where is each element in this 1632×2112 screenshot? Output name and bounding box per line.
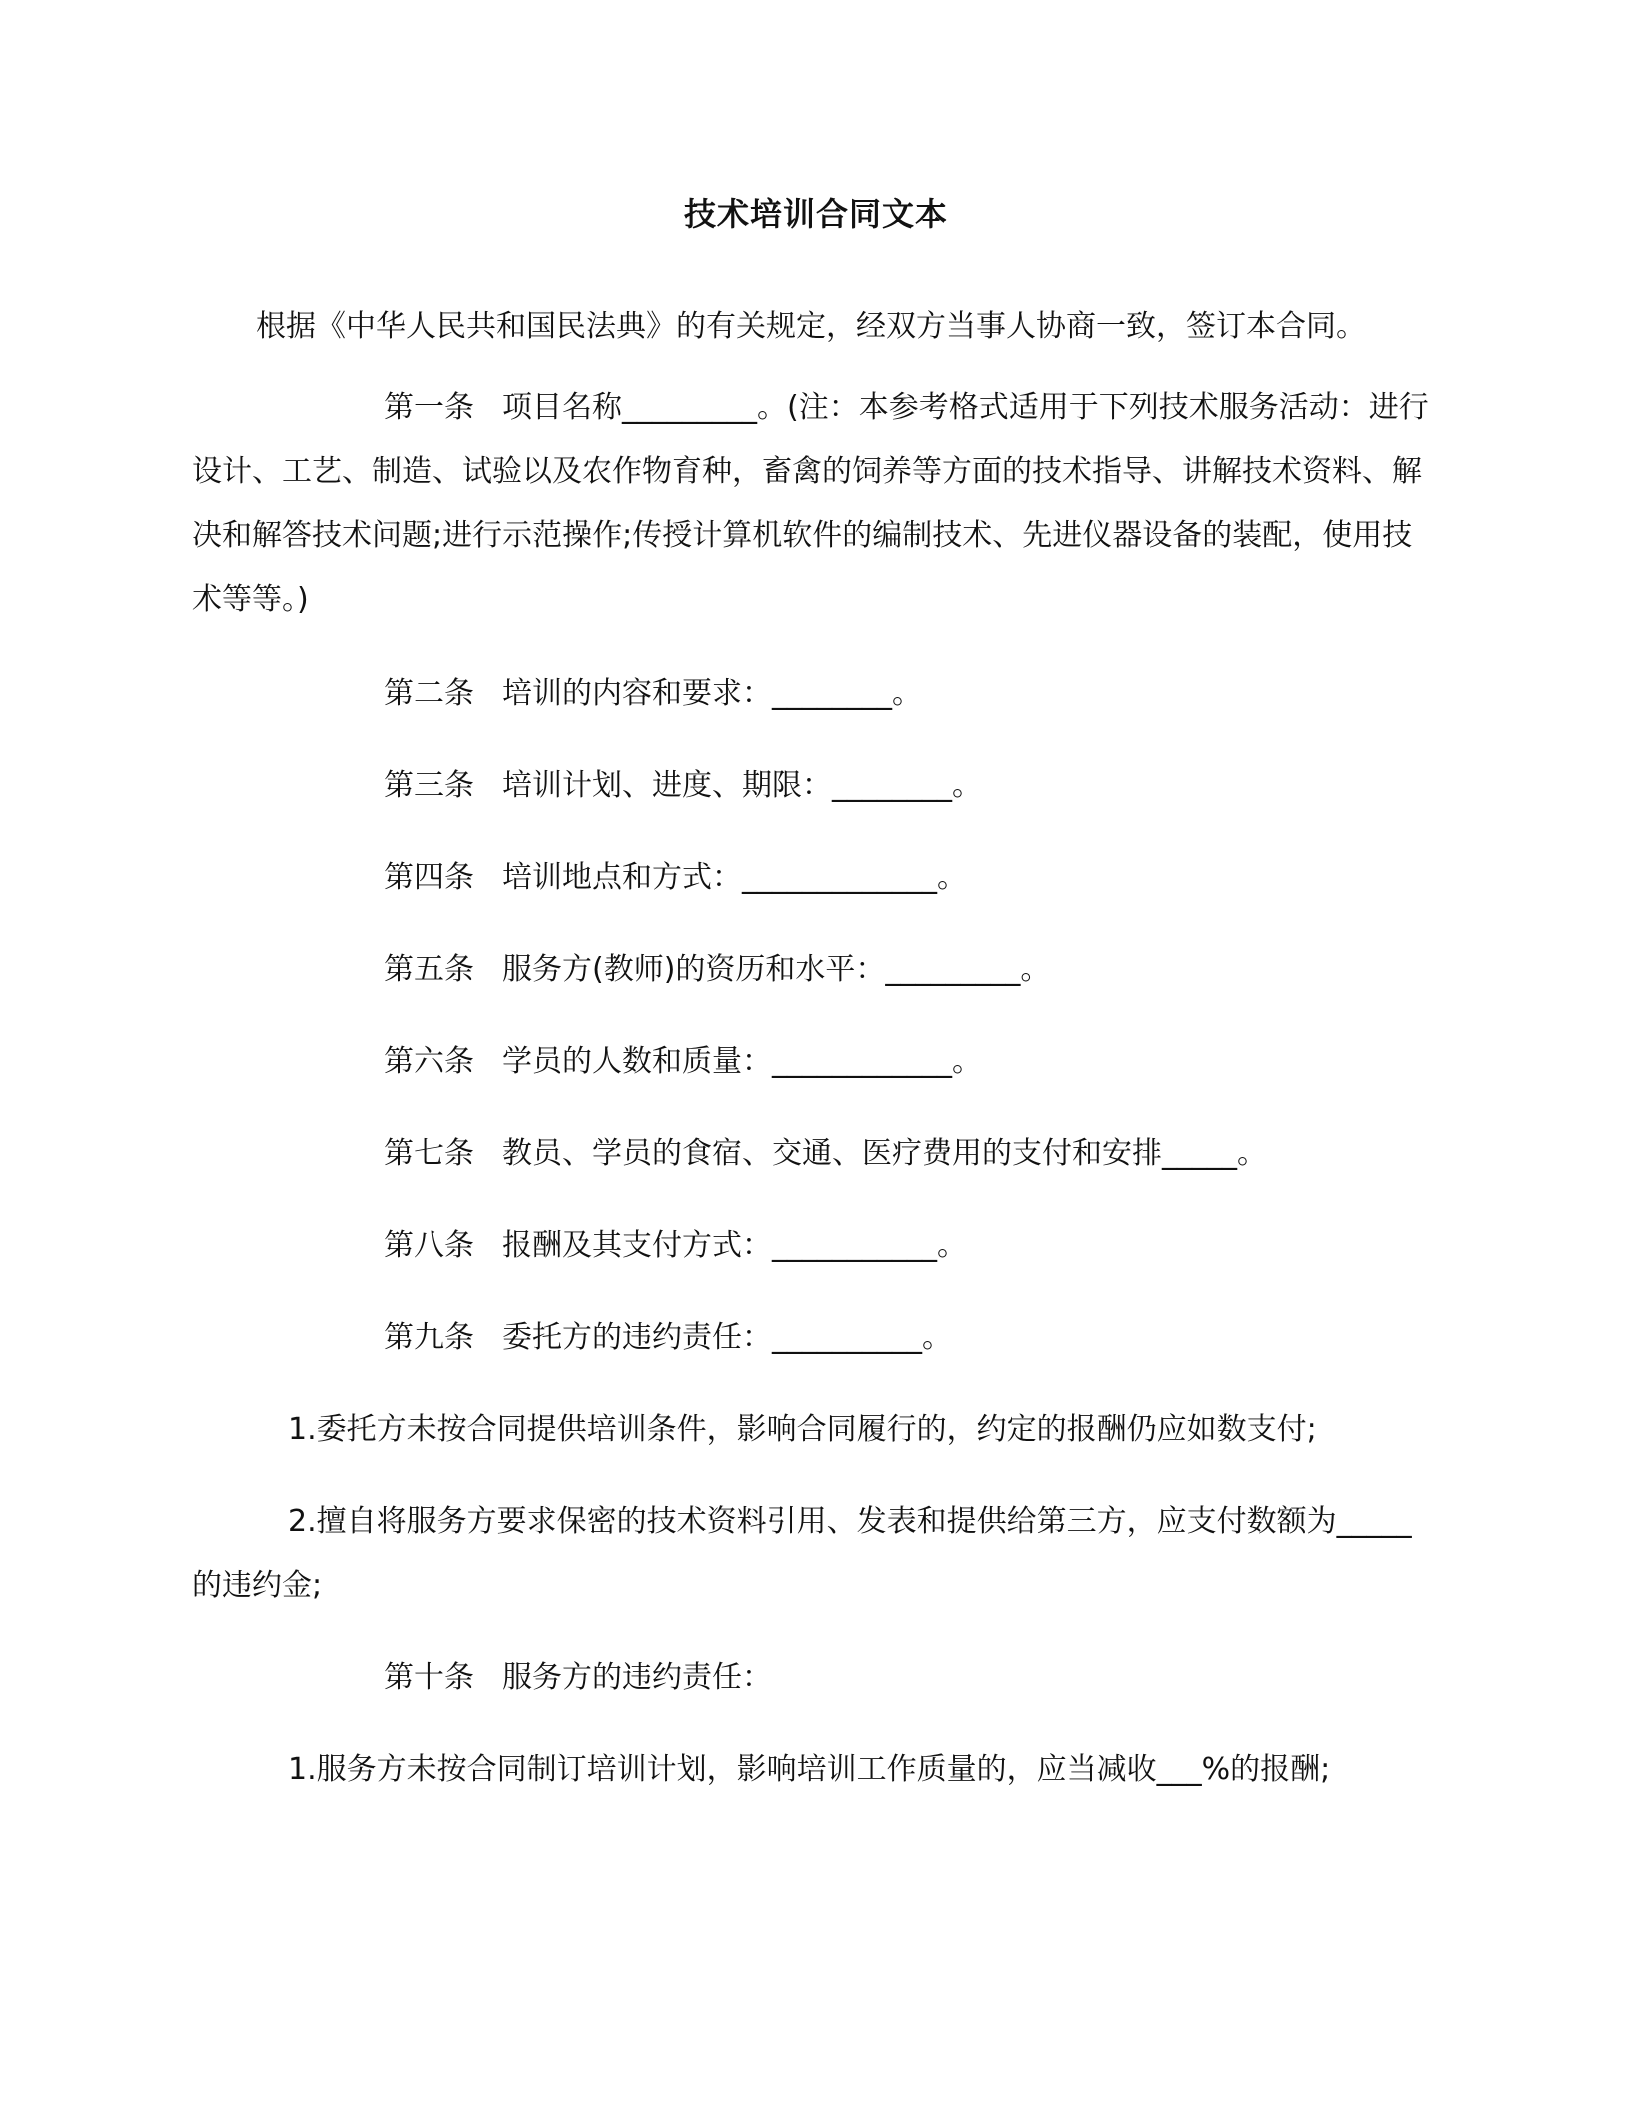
article-7 [192,1122,1432,1186]
article-3 [192,754,1432,818]
article-5-text: 服务方(教师)的资历和水平：_________。 [502,952,1051,987]
article-5-label: 第五条 [384,952,474,987]
article-10-text: 服务方的违约责任： [502,1660,772,1695]
article-6 [192,1030,1432,1094]
article-6-label: 第六条 [384,1044,474,1079]
article-9-text: 委托方的违约责任：__________。 [502,1320,952,1355]
article-9 [192,1306,1432,1370]
article-10 [192,1646,1432,1710]
document-title: 技术培训合同文本 [683,195,948,233]
article-4-label: 第四条 [384,860,474,895]
article-2-label: 第二条 [384,676,474,711]
article-9-label: 第九条 [384,1320,474,1355]
article-8 [192,1214,1432,1278]
article-9-item-1: 1.委托方未按合同提供培训条件，影响合同履行的，约定的报酬仍应如数支付; [288,1412,1317,1447]
article-1 [192,376,1432,632]
article-7-label: 第七条 [384,1136,474,1171]
article-1-text: 项目名称_________。(注：本参考格式适用于下列技术服务活动：进行设计、工艺、制造、试验以及农作物育种，畜禽的饲养等方面的技术指导、讲解技术资料、解决和解答技术问题;进行示范操作;传授计算机软件的编制技术、先进仪器设备的装配，使用技术等等。) [192,390,1429,617]
article-3-text: 培训计划、进度、期限：________。 [502,768,982,803]
article-5 [192,938,1432,1002]
article-4 [192,846,1432,910]
article-4-text: 培训地点和方式：_____________。 [502,860,967,895]
article-10-item-1: 1.服务方未按合同制订培训计划，影响培训工作质量的，应当减收___%的报酬; [288,1752,1331,1787]
article-8-text: 报酬及其支付方式：___________。 [502,1228,967,1263]
article-10-label: 第十条 [384,1660,474,1695]
article-6-text: 学员的人数和质量：____________。 [502,1044,982,1079]
article-2-text: 培训的内容和要求：________。 [502,676,922,711]
article-8-label: 第八条 [384,1228,474,1263]
article-7-text: 教员、学员的食宿、交通、医疗费用的支付和安排_____。 [502,1136,1267,1171]
article-9-item-2: 2.擅自将服务方要求保密的技术资料引用、发表和提供给第三方，应支付数额为_____的违约金; [192,1504,1412,1603]
article-1-label: 第一条 [384,390,474,425]
article-2 [192,662,1432,726]
article-3-label: 第三条 [384,768,474,803]
intro-paragraph: 根据《中华人民共和国民法典》的有关规定，经双方当事人协商一致，签订本合同。 [256,309,1366,344]
